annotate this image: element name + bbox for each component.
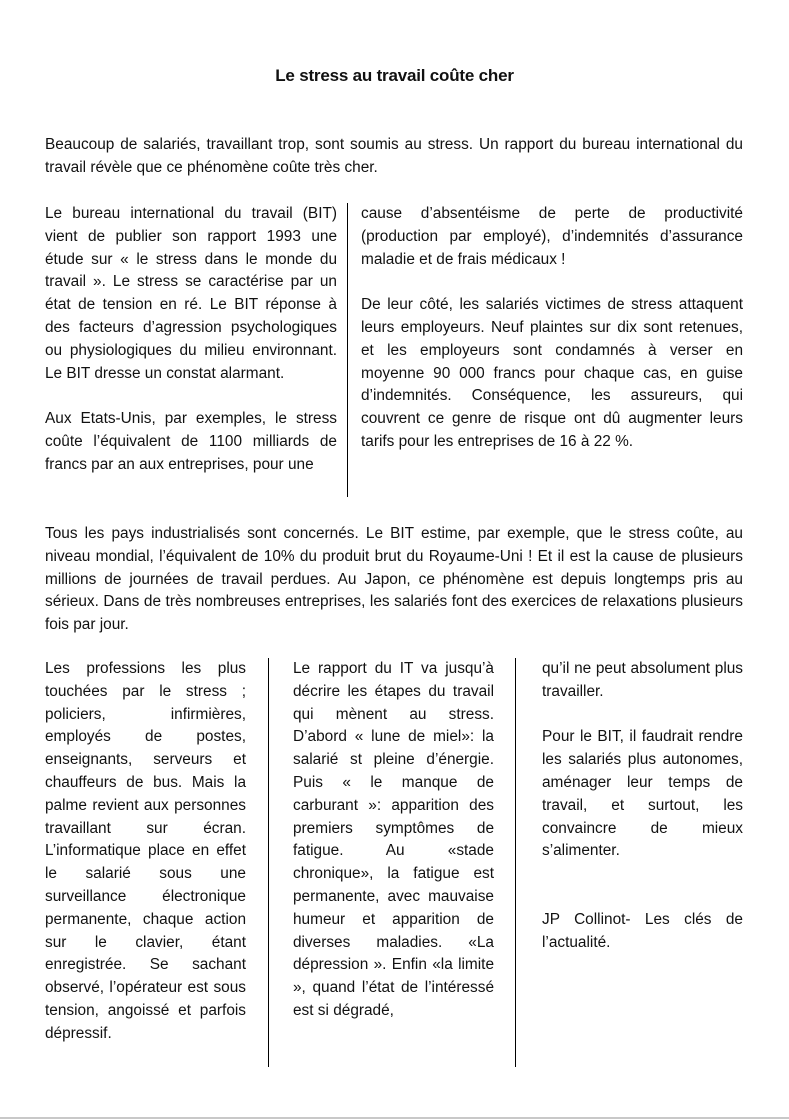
section1-right-column — [361, 203, 743, 454]
paragraph: Les professions les plus touchées par le stress ; policiers, infirmières, employés de postes, enseignants, serveurs et chauffeurs de bus. Mais la palme revient aux personnes travaillant sur écran. L’informatique place en effet le salarié sous une surveillance électronique permanente, chaque action sur le clavier, étant enregistrée. Se sachant observé, l’opérateur est sous tension, angoissé et parfois dépressif. — [45, 660, 246, 1042]
paragraph: cause d’absentéisme de perte de productivité (production par employé), d’indemnités d’assurance maladie et de frais médicaux ! — [361, 205, 743, 268]
section2-column-3 — [542, 658, 743, 954]
paragraph: De leur côté, les salariés victimes de stress attaquent leurs employeurs. Neuf plaintes sur dix sont retenues, et les employeurs sont condamnés à verser en moyenne 90 000 francs pour chaque cas, en guise d’indemnités. Conséquence, les assureurs, qui couvrent ce genre de risque ont dû augmenter leurs tarifs pour les entreprises de 16 à 22 %. — [361, 296, 743, 450]
source-credit: JP Collinot- Les clés de l’actualité. — [542, 910, 743, 951]
section1-left-column — [45, 203, 337, 477]
paragraph: Le rapport du IT va jusqu’à décrire les étapes du travail qui mènent au stress. D’abord « lune de miel»: la salarié st pleine d’énergie. Puis « le manque de carburant »: apparition des premiers symptômes de fatigue. Au «stade chronique», la fatigue est permanente, avec mauvaise humeur et apparition de diverses maladies. «La dépression ». Enfin «la limite », quand l’état de l’intéressé est si dégradé, — [293, 660, 494, 1019]
intro-text: Beaucoup de salariés, travaillant trop, sont soumis au stress. Un rapport du bureau international du travail révèle que ce phénomène coûte très cher. — [45, 136, 743, 176]
paragraph: qu’il ne peut absolument plus travailler. — [542, 660, 743, 700]
section2-column-1 — [45, 658, 246, 1046]
page-bottom-border — [0, 1117, 789, 1119]
paragraph: Aux Etats-Unis, par exemples, le stress coûte l’équivalent de 1100 milliards de francs par an aux entreprises, pour une — [45, 410, 337, 473]
column-divider — [347, 203, 348, 497]
middle-text: Tous les pays industrialisés sont concernés. Le BIT estime, par exemple, que le stress coûte, au niveau mondial, l’équivalent de 10% du produit brut du Royaume-Uni ! Et il est la cause de plusieurs millions de journées de travail perdues. Au Japon, ce phénomène est depuis longtemps pris au sérieux. Dans de très nombreuses entreprises, les salariés font des exercices de relaxations plusieurs fois par jour. — [45, 525, 743, 634]
column-divider — [515, 658, 516, 1067]
column-divider — [268, 658, 269, 1067]
paragraph: Le bureau international du travail (BIT) vient de publier son rapport 1993 une étude sur « le stress dans le monde du travail ». Le stress se caractérise par un état de tension en ré. Le BIT réponse à des facteurs d’agression psychologiques ou physiologiques du milieu environnant. Le BIT dresse un constat alarmant. — [45, 205, 337, 382]
middle-paragraph — [45, 523, 743, 637]
intro-paragraph — [45, 134, 743, 180]
paragraph: Pour le BIT, il faudrait rendre les salariés plus autonomes, aménager leur temps de travail, et surtout, les convaincre de mieux s’alimenter. — [542, 728, 743, 860]
article-title: Le stress au travail coûte cher — [275, 66, 514, 85]
section2-column-2 — [293, 658, 494, 1023]
